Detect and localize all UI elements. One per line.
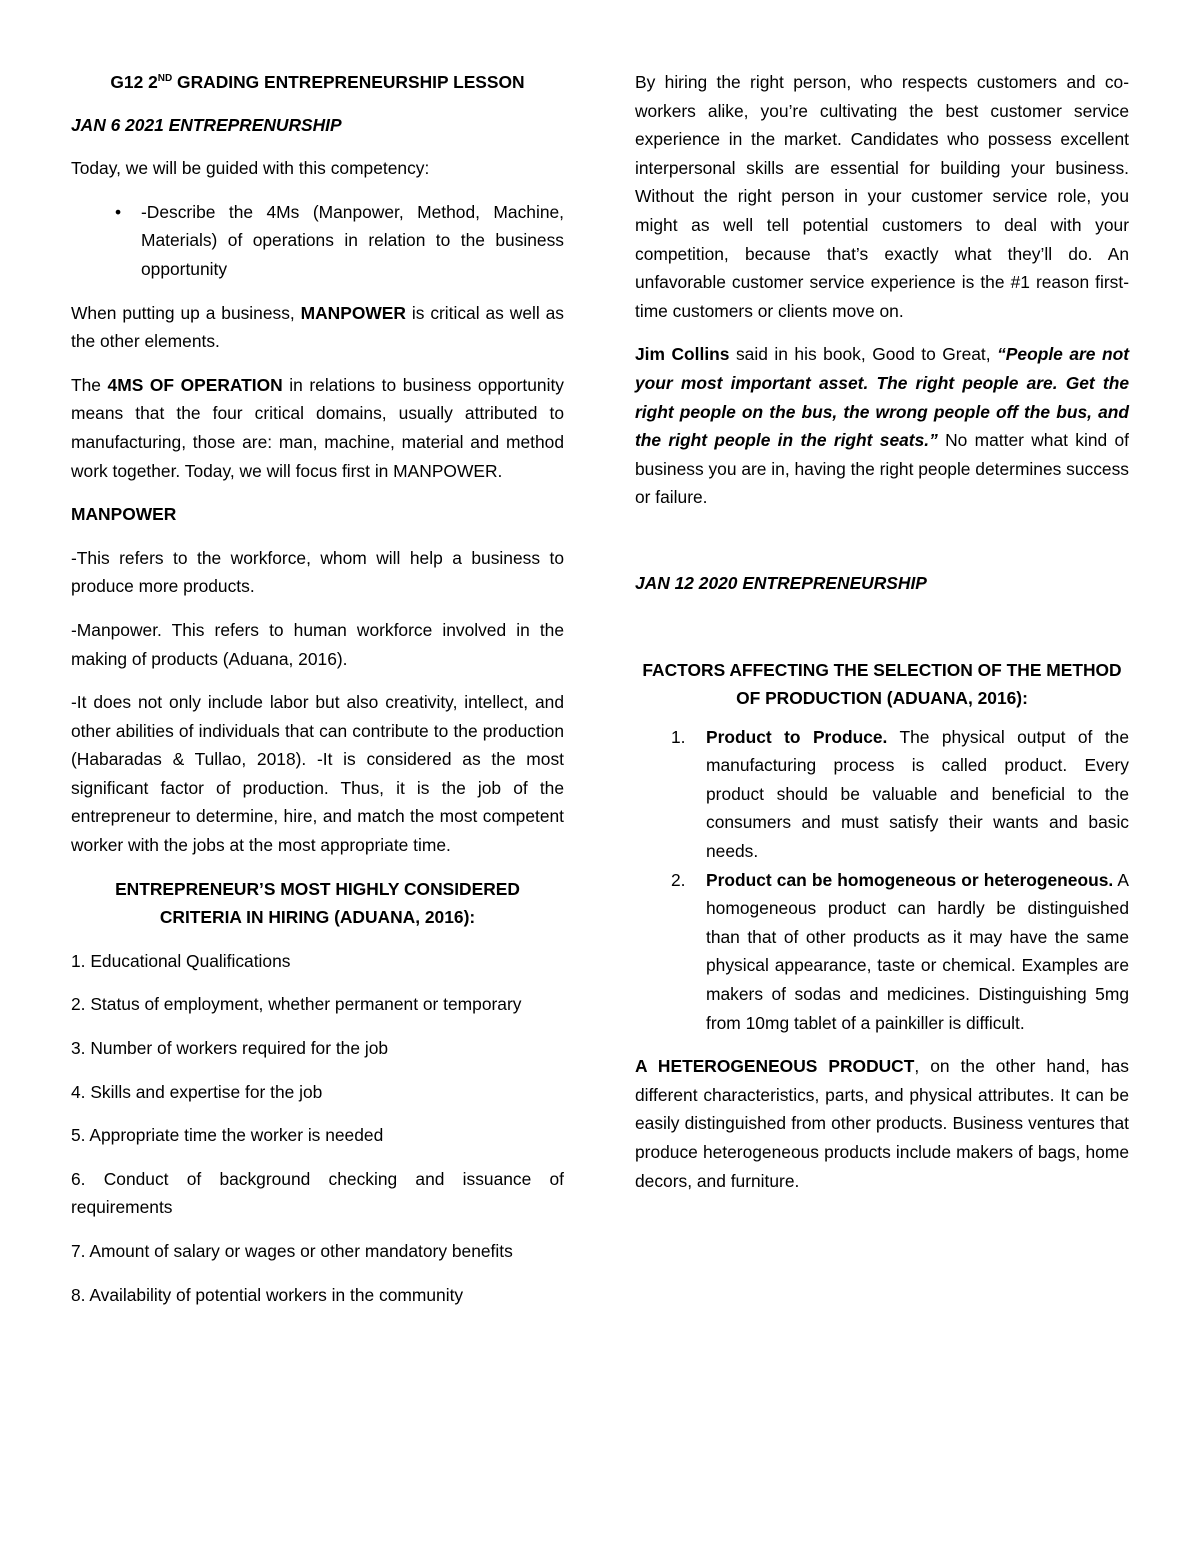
jim-collins-quote-paragraph xyxy=(635,340,1129,512)
text-run: in relations to business opportunity means that the four critical domains, usually attributed to manufacturing, those are: man, machine, material and method work together. Today, we will focus first in MANPOWER. xyxy=(71,374,564,481)
criteria-item: 7. Amount of salary or wages or other mandatory benefits xyxy=(71,1241,513,1261)
title-superscript: ND xyxy=(157,73,173,85)
bullet-icon: • xyxy=(115,201,122,222)
page-title xyxy=(71,68,564,97)
factor-item xyxy=(635,723,1129,866)
factor-number: 1. xyxy=(671,726,686,747)
competency-bullet xyxy=(71,198,564,284)
factor-description: The physical output of the manufacturing process is called product. Every product should be valuable and beneficial to the consumers and must satisfy their wants and basic needs. xyxy=(706,726,1129,862)
factor-number: 2. xyxy=(671,869,686,890)
manpower-intro-paragraph xyxy=(71,299,564,356)
criteria-item: 1. Educational Qualifications xyxy=(71,950,291,971)
criteria-item: 6. Conduct of background checking and issuance of requirements xyxy=(71,1168,564,1218)
factors-list xyxy=(635,723,1129,1038)
criteria-item: 5. Appropriate time the worker is needed xyxy=(71,1125,384,1146)
title-part: G12 2 xyxy=(110,72,158,92)
title-part: GRADING ENTREPRENEURSHIP LESSON xyxy=(172,72,525,92)
4ms-paragraph xyxy=(71,371,564,485)
manpower-definition-3: -It does not only include labor but also creativity, intellect, and other abilities of individuals that can contribute to the production (Habaradas & Tullao, 2018). -It is considered as the most significant factor of production. Thus, it is the job of the entrepreneur to determine, hire, and match the most competent worker with the jobs at the most appropriate time. xyxy=(71,692,564,856)
intro-text: Today, we will be guided with this competency: xyxy=(71,158,430,179)
criteria-item: 4. Skills and expertise for the job xyxy=(71,1081,323,1102)
factor-title: Product to Produce. xyxy=(706,726,888,747)
text-run: The xyxy=(71,374,108,395)
left-column xyxy=(71,68,564,1324)
manpower-definition-2: -Manpower. This refers to human workforce involved in the making of products (Aduana, 2016). xyxy=(71,619,564,669)
text-run: No matter what kind of business you are in, having the right people determines success or failure. xyxy=(635,430,1129,508)
bold-text: MANPOWER xyxy=(300,302,406,323)
factor-description: A homogeneous product can hardly be distinguished than that of other products as it may have the same physical appearance, taste or chemical. Examples are makers of sodas and medicines. Distinguishing 5mg from 10mg tablet of a painkiller is difficult. xyxy=(706,869,1129,1033)
lesson-date-heading: JAN 6 2021 ENTREPRENURSHIP xyxy=(71,114,342,135)
text-run: When putting up a business, xyxy=(71,302,301,323)
criteria-heading: ENTREPRENEUR’S MOST HIGHLY CONSIDERED CRITERIA IN HIRING (ADUANA, 2016): xyxy=(115,878,520,928)
criteria-item: 3. Number of workers required for the job xyxy=(71,1038,389,1059)
text-run: is critical as well as the other elements. xyxy=(71,302,564,352)
bold-text: 4MS OF OPERATION xyxy=(107,374,283,395)
factor-item xyxy=(635,866,1129,1038)
heterogeneous-paragraph xyxy=(635,1052,1129,1195)
quote-text: “People are not your most important asset. The right people are. Get the right people on the bus, the wrong people off the bus, and the right people in the right seats.” xyxy=(635,344,1129,451)
manpower-heading: MANPOWER xyxy=(71,504,177,525)
criteria-item: 8. Availability of potential workers in the community xyxy=(71,1284,464,1305)
bold-text: A HETEROGENEOUS PRODUCT xyxy=(635,1056,915,1077)
factors-heading: FACTORS AFFECTING THE SELECTION OF THE METHOD OF PRODUCTION (ADUANA, 2016): xyxy=(642,659,1122,709)
bold-text: Jim Collins xyxy=(635,344,730,365)
text-run: , on the other hand, has different characteristics, parts, and physical attributes. It can be easily distinguished from other products. Business ventures that produce heterogeneous products include makers of bags, home decors, and furniture. xyxy=(635,1056,1129,1191)
criteria-item: 2. Status of employment, whether permanent or temporary xyxy=(71,994,522,1015)
right-column xyxy=(635,68,1129,1210)
lesson-date-heading-2: JAN 12 2020 ENTREPRENEURSHIP xyxy=(635,572,927,593)
criteria-list xyxy=(71,947,564,1309)
bullet-text: -Describe the 4Ms (Manpower, Method, Machine, Materials) of operations in relation to the business opportunity xyxy=(141,201,564,279)
factor-title: Product can be homogeneous or heterogeneous. xyxy=(706,869,1114,890)
hiring-paragraph: By hiring the right person, who respects customers and co-workers alike, you’re cultivating the best customer service experience in the market. Candidates who possess excellent interpersonal skills are essential for building your business. Without the right person in your customer service role, you might as well tell potential customers to deal with your competition, because that’s exactly what they’ll do. An unfavorable customer service experience is the #1 reason first-time customers or clients move on. xyxy=(635,72,1129,321)
manpower-definition-1: -This refers to the workforce, whom will help a business to produce more products. xyxy=(71,547,564,597)
text-run: said in his book, Good to Great, xyxy=(729,344,998,365)
